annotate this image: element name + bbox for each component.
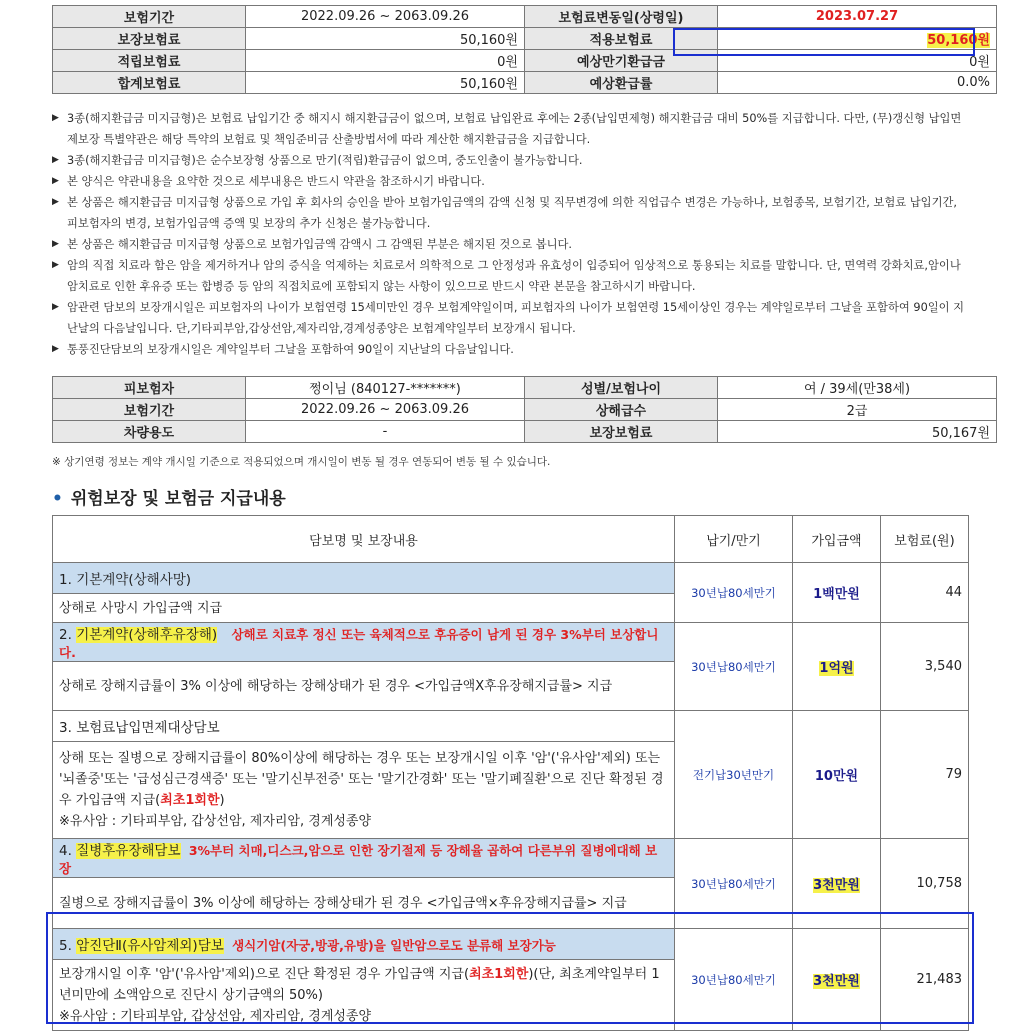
label-insurance-period: 보험기간: [53, 6, 246, 28]
label-coverage-premium: 보장보험료: [53, 28, 246, 50]
value-injury-grade: 2급: [718, 399, 997, 421]
list-item: ▶ 본 상품은 해지환급금 미지급형 상품으로 보험가입금액 감액시 그 감액된 부분은 해지된 것으로 봅니다.: [52, 234, 968, 255]
insured-info-table: [52, 376, 997, 443]
label-expected-refund-rate: 예상환급률: [525, 72, 718, 94]
list-item: ▶ 3종(해지환급금 미지급형)은 순수보장형 상품으로 만기(적립)환급금이 없으며, 중도인출이 불가능합니다.: [52, 150, 968, 171]
coverage-amount: 1백만원: [793, 563, 881, 623]
label-premium-change-date: 보험료변동일(상령일): [525, 6, 718, 28]
table-row: [53, 711, 969, 742]
coverage-title: 질병후유장해담보: [76, 843, 181, 859]
coverage-name: [53, 839, 675, 878]
age-footnote: ※ 상기연령 정보는 계약 개시일 기준으로 적용되었으며 개시일이 변동 될 경우 연동되어 변동 될 수 있습니다.: [52, 456, 551, 468]
table-row: [53, 563, 969, 594]
amount-highlight: 3천만원: [813, 878, 860, 893]
table-row: [53, 377, 997, 399]
table-row: [53, 50, 997, 72]
coverage-number: 1.: [59, 572, 72, 588]
label-expected-maturity-refund: 예상만기환급금: [525, 50, 718, 72]
coverage-number: 4.: [59, 843, 72, 859]
table-row: [53, 623, 969, 662]
amount-highlight: 1억원: [819, 661, 854, 676]
coverage-number: 2.: [59, 627, 72, 643]
coverage-term: 전기납30년만기: [675, 711, 793, 839]
coverage-name: [53, 711, 675, 742]
list-item: ▶ 암관련 담보의 보장개시일은 피보험자의 나이가 보험연령 15세미만인 경우 보험계약일이며, 피보험자의 나이가 보험연령 15세이상인 경우는 계약일로부터 그날을 포함하여 90일이 지난날의 다음날입니다. 단,기타피부암,갑상선암,제자리암,경계성종양은 보험계약일부터 보장개시 됩니다.: [52, 297, 968, 339]
table-row: [53, 399, 997, 421]
description-text: 보장개시일 이후 '암'('유사암'제외)으로 진단 확정된 경우 가입금액 지급(: [59, 966, 470, 982]
similar-cancer-note: ※유사암 : 기타피부암, 갑상선암, 제자리암, 경계성종양: [59, 814, 372, 829]
coverage-premium: 3,540: [881, 623, 969, 711]
coverage-remark: 상해로 치료후 정신 또는 육체적으로 후유증이 남게 된 경우 3%부터 보상합니다.: [59, 627, 659, 660]
description-text-end: ): [219, 793, 225, 808]
label-coverage-premium: 보장보험료: [525, 421, 718, 443]
coverage-table: [52, 515, 969, 1031]
value-insurance-period: 2022.09.26 ~ 2063.09.26: [246, 6, 525, 28]
value-insured: 쩡이님 (840127-*******): [246, 377, 525, 399]
header-amount: 가입금액: [793, 516, 881, 563]
coverage-title: 보험료납입면제대상담보: [76, 720, 220, 736]
table-row: [53, 929, 969, 960]
list-item: ▶ 암의 직접 치료라 함은 암을 제거하거나 암의 증식을 억제하는 치료로서 의학적으로 그 안정성과 유효성이 입증되어 임상적으로 통용되는 치료를 말합니다. 단, 면역력 강화치료,암이나 암치료로 인한 후유증 또는 합병증 등 암의 직접치료에 포함되지 않는 사항이 있으므로 반드시 약관 본문을 참고하시기 바랍니다.: [52, 255, 968, 297]
list-item: ▶ 본 양식은 약관내용을 요약한 것으로 세부내용은 반드시 약관을 참조하시기 바랍니다.: [52, 171, 968, 192]
coverage-description: 질병으로 장해지급률이 3% 이상에 해당하는 장해상태가 된 경우 <가입금액×후유장해지급률> 지급: [53, 878, 675, 929]
coverage-title: 암진단Ⅱ(유사암제외)담보: [76, 938, 224, 954]
table-row: [53, 28, 997, 50]
table-row: [53, 839, 969, 878]
coverage-premium: 79: [881, 711, 969, 839]
coverage-term: 30년납80세만기: [675, 623, 793, 711]
coverage-premium: 44: [881, 563, 969, 623]
coverage-number: 3.: [59, 720, 72, 736]
value-total-premium: 50,160원: [246, 72, 525, 94]
description-text: 상해 또는 질병으로 장해지급률이 80%이상에 해당하는 경우 또는 보장개시일 이후 '암'('유사암'제외) 또는 '뇌졸중'또는 '급성심근경색증' 또는 '말기신부전증' 또는 '말기간경화' 또는 '말기폐질환'으로 진단 확정된 경우 가입금액 지급(: [59, 751, 664, 808]
notes-list: [52, 108, 968, 360]
coverage-premium: 21,483: [881, 929, 969, 1031]
coverage-amount: [793, 623, 881, 711]
section-title: [52, 484, 286, 509]
coverage-amount: [793, 839, 881, 929]
value-savings-premium: 0원: [246, 50, 525, 72]
coverage-remark: 생식기암(자궁,방광,유방)을 일반암으로도 분류해 보장가능: [232, 938, 556, 953]
list-item: ▶ 3종(해지환급금 미지급형)은 보험료 납입기간 중 해지시 해지환급금이 없으며, 보험료 납입완료 후에는 2종(납입면제형) 해지환급금 대비 50%를 지급합니다. 다만, (무)갱신형 납입면제보장 특별약관은 해당 특약의 보험료 및 책임준비금 산출방법서에 따라 계산한 해지환급금을 지급합니다.: [52, 108, 968, 150]
coverage-remark: 3%부터 치매,디스크,암으로 인한 장기절제 등 장해율 곱하여 다른부위 질병에대해 보장: [59, 843, 658, 876]
label-gender-age: 성별/보험나이: [525, 377, 718, 399]
value-expected-maturity-refund: 0원: [718, 50, 997, 72]
coverage-description: 상해로 사망시 가입금액 지급: [53, 594, 675, 623]
value-gender-age: 여 / 39세(만38세): [718, 377, 997, 399]
first-time-only-note: 최초1회한: [160, 793, 220, 808]
label-injury-grade: 상해급수: [525, 399, 718, 421]
premium-summary-table: [52, 5, 997, 94]
value-vehicle-use: -: [246, 421, 525, 443]
list-item: ▶ 본 상품은 해지환급금 미지급형 상품으로 가입 후 회사의 승인을 받아 보험가입금액의 감액 신청 및 직무변경에 의한 직업급수 변경은 가능하나, 보험종목, 보험기간, 보험료 납입기간, 피보험자의 변경, 보험가입금액 증액 및 보장의 추가 신청은 불가능합니다.: [52, 192, 968, 234]
value-insurance-period: 2022.09.26 ~ 2063.09.26: [246, 399, 525, 421]
label-total-premium: 합계보험료: [53, 72, 246, 94]
list-item: ▶ 통풍진단담보의 보장개시일은 계약일부터 그날을 포함하여 90일이 지난날의 다음날입니다.: [52, 339, 968, 360]
coverage-term: 30년납80세만기: [675, 563, 793, 623]
label-applied-premium: 적용보험료: [525, 28, 718, 50]
amount-highlight: 3천만원: [813, 974, 860, 989]
header-term: 납기/만기: [675, 516, 793, 563]
label-insured: 피보험자: [53, 377, 246, 399]
coverage-number: 5.: [59, 938, 72, 954]
table-row: [53, 6, 997, 28]
coverage-description: 상해로 장해지급률이 3% 이상에 해당하는 장해상태가 된 경우 <가입금액X후유장해지급률> 지급: [53, 662, 675, 711]
value-applied-premium: [718, 28, 997, 50]
section-title-text: 위험보장 및 보험금 지급내용: [70, 489, 286, 509]
applied-premium-highlight: 50,160원: [927, 33, 990, 48]
coverage-premium: 10,758: [881, 839, 969, 929]
table-row: [53, 421, 997, 443]
label-savings-premium: 적립보험료: [53, 50, 246, 72]
coverage-name: [53, 623, 675, 662]
value-premium-change-date: 2023.07.27: [718, 6, 997, 28]
coverage-name: [53, 929, 675, 960]
value-coverage-premium: 50,160원: [246, 28, 525, 50]
table-row: [53, 72, 997, 94]
coverage-amount: [793, 929, 881, 1031]
coverage-term: 30년납80세만기: [675, 929, 793, 1031]
table-header-row: [53, 516, 969, 563]
value-coverage-premium: 50,167원: [718, 421, 997, 443]
bullet-icon: •: [52, 489, 63, 509]
coverage-title: 기본계약(상해사망): [76, 572, 192, 588]
coverage-name: [53, 563, 675, 594]
coverage-title: 기본계약(상해후유장해): [76, 627, 218, 643]
header-coverage-name: 담보명 및 보장내용: [53, 516, 675, 563]
coverage-term: 30년납80세만기: [675, 839, 793, 929]
label-vehicle-use: 차량용도: [53, 421, 246, 443]
first-time-only-note: 최초1회한: [469, 966, 529, 982]
label-insurance-period: 보험기간: [53, 399, 246, 421]
coverage-description: [53, 742, 675, 839]
header-premium: 보험료(원): [881, 516, 969, 563]
value-expected-refund-rate: 0.0%: [718, 72, 997, 94]
similar-cancer-note: ※유사암 : 기타피부암, 갑상선암, 제자리암, 경계성종양: [59, 1008, 372, 1024]
coverage-amount: 10만원: [793, 711, 881, 839]
coverage-description: [53, 960, 675, 1031]
description-text-end: )(단, 최초계약일부터 1년미만에 소액암으로 진단시 상기금액의 50%): [59, 966, 660, 1003]
